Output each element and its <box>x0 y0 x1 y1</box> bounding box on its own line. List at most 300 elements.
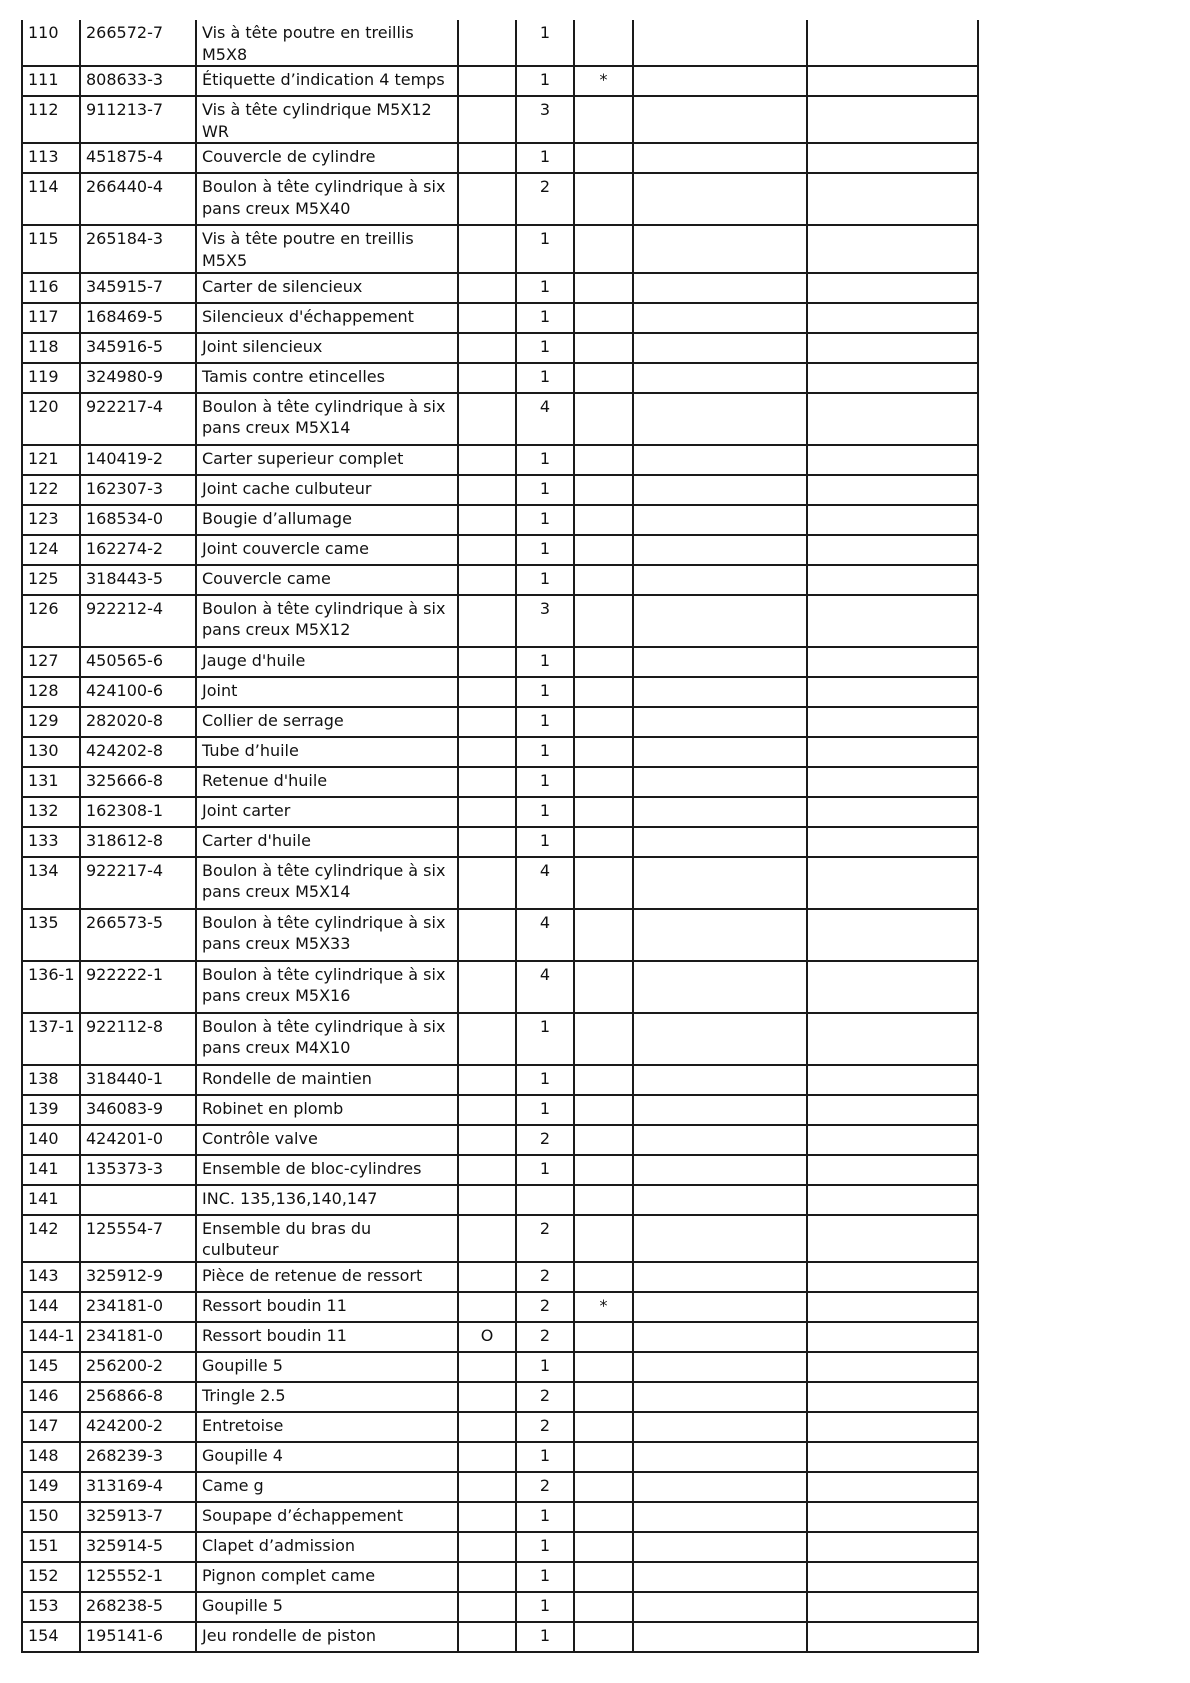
extra-cell-1 <box>633 737 807 767</box>
part-number-cell: 162308-1 <box>80 797 196 827</box>
part-number-cell: 318440-1 <box>80 1065 196 1095</box>
note-cell <box>574 1532 633 1562</box>
extra-cell-2 <box>807 961 978 1013</box>
description-cell: Retenue d'huile <box>196 767 458 797</box>
quantity-cell: 2 <box>516 1215 574 1262</box>
extra-cell-2 <box>807 1352 978 1382</box>
table-row <box>22 173 978 225</box>
mark-cell <box>458 1185 516 1215</box>
mark-cell <box>458 1155 516 1185</box>
note-cell <box>574 961 633 1013</box>
note-cell <box>574 827 633 857</box>
note-cell <box>574 647 633 677</box>
note-cell <box>574 1322 633 1352</box>
description-cell: Tringle 2.5 <box>196 1382 458 1412</box>
description-cell: INC. 135,136,140,147 <box>196 1185 458 1215</box>
ref-number-cell: 150 <box>22 1502 80 1532</box>
mark-cell <box>458 1562 516 1592</box>
mark-cell <box>458 797 516 827</box>
mark-cell <box>458 393 516 445</box>
part-number-cell: 140419-2 <box>80 445 196 475</box>
quantity-cell: 1 <box>516 767 574 797</box>
mark-cell <box>458 1125 516 1155</box>
extra-cell-1 <box>633 1322 807 1352</box>
mark-cell <box>458 909 516 961</box>
note-cell <box>574 677 633 707</box>
quantity-cell: 1 <box>516 1013 574 1065</box>
table-row <box>22 393 978 445</box>
table-row <box>22 909 978 961</box>
quantity-cell: 1 <box>516 1065 574 1095</box>
mark-cell <box>458 475 516 505</box>
description-cell: Carter d'huile <box>196 827 458 857</box>
table-row <box>22 1442 978 1472</box>
quantity-cell: 2 <box>516 1292 574 1322</box>
extra-cell-2 <box>807 1013 978 1065</box>
quantity-cell: 1 <box>516 1592 574 1622</box>
extra-cell-2 <box>807 1412 978 1442</box>
part-number-cell: 268238-5 <box>80 1592 196 1622</box>
extra-cell-2 <box>807 767 978 797</box>
extra-cell-1 <box>633 363 807 393</box>
table-row <box>22 767 978 797</box>
mark-cell <box>458 767 516 797</box>
extra-cell-1 <box>633 827 807 857</box>
extra-cell-2 <box>807 273 978 303</box>
description-cell: Carter de silencieux <box>196 273 458 303</box>
description-cell: Robinet en plomb <box>196 1095 458 1125</box>
part-number-cell: 234181-0 <box>80 1292 196 1322</box>
extra-cell-1 <box>633 1292 807 1322</box>
extra-cell-2 <box>807 173 978 225</box>
table-row <box>22 707 978 737</box>
extra-cell-2 <box>807 565 978 595</box>
description-cell: Boulon à tête cylindrique à six pans creux M5X33 <box>196 909 458 961</box>
quantity-cell: 1 <box>516 1622 574 1652</box>
quantity-cell: 3 <box>516 96 574 143</box>
table-row <box>22 647 978 677</box>
description-cell: Vis à tête cylindrique M5X12 WR <box>196 96 458 143</box>
note-cell <box>574 909 633 961</box>
mark-cell <box>458 333 516 363</box>
part-number-cell: 162307-3 <box>80 475 196 505</box>
ref-number-cell: 128 <box>22 677 80 707</box>
ref-number-cell: 152 <box>22 1562 80 1592</box>
part-number-cell: 318443-5 <box>80 565 196 595</box>
extra-cell-1 <box>633 1382 807 1412</box>
quantity-cell: 1 <box>516 677 574 707</box>
extra-cell-2 <box>807 595 978 647</box>
part-number-cell: 313169-4 <box>80 1472 196 1502</box>
description-cell: Ensemble de bloc-cylindres <box>196 1155 458 1185</box>
part-number-cell: 325914-5 <box>80 1532 196 1562</box>
part-number-cell: 325912-9 <box>80 1262 196 1292</box>
quantity-cell <box>516 1185 574 1215</box>
description-cell: Vis à tête poutre en treillis M5X8 <box>196 20 458 66</box>
extra-cell-1 <box>633 647 807 677</box>
description-cell: Contrôle valve <box>196 1125 458 1155</box>
table-row <box>22 1472 978 1502</box>
mark-cell <box>458 1442 516 1472</box>
table-row <box>22 303 978 333</box>
extra-cell-2 <box>807 1215 978 1262</box>
quantity-cell: 1 <box>516 535 574 565</box>
note-cell <box>574 333 633 363</box>
extra-cell-2 <box>807 1472 978 1502</box>
mark-cell <box>458 225 516 272</box>
table-row <box>22 1125 978 1155</box>
description-cell: Carter superieur complet <box>196 445 458 475</box>
extra-cell-1 <box>633 1622 807 1652</box>
extra-cell-1 <box>633 1215 807 1262</box>
mark-cell <box>458 1532 516 1562</box>
part-number-cell: 424200-2 <box>80 1412 196 1442</box>
extra-cell-2 <box>807 505 978 535</box>
note-cell <box>574 20 633 66</box>
ref-number-cell: 131 <box>22 767 80 797</box>
mark-cell <box>458 1095 516 1125</box>
note-cell <box>574 767 633 797</box>
note-cell <box>574 475 633 505</box>
description-cell: Pignon complet came <box>196 1562 458 1592</box>
table-row <box>22 1292 978 1322</box>
extra-cell-1 <box>633 1442 807 1472</box>
ref-number-cell: 139 <box>22 1095 80 1125</box>
table-row <box>22 1382 978 1412</box>
table-row <box>22 445 978 475</box>
mark-cell <box>458 1592 516 1622</box>
part-number-cell: 922217-4 <box>80 857 196 909</box>
extra-cell-2 <box>807 445 978 475</box>
description-cell: Jeu rondelle de piston <box>196 1622 458 1652</box>
table-row <box>22 737 978 767</box>
mark-cell <box>458 1013 516 1065</box>
extra-cell-1 <box>633 797 807 827</box>
quantity-cell: 1 <box>516 333 574 363</box>
description-cell: Boulon à tête cylindrique à six pans creux M5X16 <box>196 961 458 1013</box>
description-cell: Joint cache culbuteur <box>196 475 458 505</box>
ref-number-cell: 140 <box>22 1125 80 1155</box>
extra-cell-2 <box>807 909 978 961</box>
part-number-cell: 135373-3 <box>80 1155 196 1185</box>
extra-cell-1 <box>633 1262 807 1292</box>
mark-cell <box>458 1262 516 1292</box>
mark-cell <box>458 647 516 677</box>
note-cell <box>574 1442 633 1472</box>
parts-list-page <box>21 20 977 1653</box>
description-cell: Joint <box>196 677 458 707</box>
table-row <box>22 595 978 647</box>
note-cell <box>574 1622 633 1652</box>
note-cell <box>574 1013 633 1065</box>
ref-number-cell: 124 <box>22 535 80 565</box>
table-row <box>22 225 978 272</box>
mark-cell <box>458 707 516 737</box>
quantity-cell: 2 <box>516 1125 574 1155</box>
ref-number-cell: 147 <box>22 1412 80 1442</box>
note-cell <box>574 505 633 535</box>
part-number-cell: 346083-9 <box>80 1095 196 1125</box>
note-cell: * <box>574 66 633 96</box>
description-cell: Boulon à tête cylindrique à six pans creux M5X12 <box>196 595 458 647</box>
description-cell: Collier de serrage <box>196 707 458 737</box>
table-row <box>22 143 978 173</box>
part-number-cell: 125552-1 <box>80 1562 196 1592</box>
ref-number-cell: 123 <box>22 505 80 535</box>
description-cell: Vis à tête poutre en treillis M5X5 <box>196 225 458 272</box>
ref-number-cell: 133 <box>22 827 80 857</box>
ref-number-cell: 145 <box>22 1352 80 1382</box>
note-cell <box>574 143 633 173</box>
extra-cell-2 <box>807 1532 978 1562</box>
extra-cell-2 <box>807 1185 978 1215</box>
table-row <box>22 96 978 143</box>
extra-cell-1 <box>633 1155 807 1185</box>
description-cell: Joint couvercle came <box>196 535 458 565</box>
quantity-cell: 1 <box>516 707 574 737</box>
note-cell <box>574 595 633 647</box>
quantity-cell: 1 <box>516 737 574 767</box>
mark-cell: O <box>458 1322 516 1352</box>
note-cell <box>574 1262 633 1292</box>
mark-cell <box>458 565 516 595</box>
extra-cell-2 <box>807 1442 978 1472</box>
extra-cell-1 <box>633 1352 807 1382</box>
ref-number-cell: 121 <box>22 445 80 475</box>
extra-cell-1 <box>633 1592 807 1622</box>
extra-cell-1 <box>633 273 807 303</box>
part-number-cell: 268239-3 <box>80 1442 196 1472</box>
table-row <box>22 1262 978 1292</box>
extra-cell-1 <box>633 173 807 225</box>
part-number-cell: 922112-8 <box>80 1013 196 1065</box>
extra-cell-2 <box>807 303 978 333</box>
quantity-cell: 1 <box>516 827 574 857</box>
extra-cell-2 <box>807 20 978 66</box>
description-cell: Joint carter <box>196 797 458 827</box>
description-cell: Silencieux d'échappement <box>196 303 458 333</box>
ref-number-cell: 154 <box>22 1622 80 1652</box>
description-cell: Clapet d’admission <box>196 1532 458 1562</box>
extra-cell-2 <box>807 66 978 96</box>
mark-cell <box>458 20 516 66</box>
extra-cell-1 <box>633 225 807 272</box>
mark-cell <box>458 273 516 303</box>
part-number-cell: 450565-6 <box>80 647 196 677</box>
extra-cell-1 <box>633 1013 807 1065</box>
part-number-cell: 195141-6 <box>80 1622 196 1652</box>
part-number-cell: 922222-1 <box>80 961 196 1013</box>
table-row <box>22 535 978 565</box>
quantity-cell: 1 <box>516 1502 574 1532</box>
table-row <box>22 1095 978 1125</box>
quantity-cell: 1 <box>516 797 574 827</box>
extra-cell-1 <box>633 1472 807 1502</box>
description-cell: Soupape d’échappement <box>196 1502 458 1532</box>
mark-cell <box>458 1292 516 1322</box>
quantity-cell: 1 <box>516 647 574 677</box>
extra-cell-2 <box>807 797 978 827</box>
note-cell <box>574 1472 633 1502</box>
extra-cell-2 <box>807 1095 978 1125</box>
note-cell <box>574 1562 633 1592</box>
mark-cell <box>458 857 516 909</box>
mark-cell <box>458 1472 516 1502</box>
ref-number-cell: 110 <box>22 20 80 66</box>
note-cell <box>574 445 633 475</box>
quantity-cell: 2 <box>516 1472 574 1502</box>
quantity-cell: 2 <box>516 1262 574 1292</box>
note-cell <box>574 1125 633 1155</box>
extra-cell-2 <box>807 1502 978 1532</box>
note-cell <box>574 225 633 272</box>
table-row <box>22 66 978 96</box>
note-cell <box>574 1352 633 1382</box>
extra-cell-2 <box>807 1562 978 1592</box>
extra-cell-1 <box>633 505 807 535</box>
ref-number-cell: 142 <box>22 1215 80 1262</box>
extra-cell-2 <box>807 1262 978 1292</box>
part-number-cell: 451875-4 <box>80 143 196 173</box>
mark-cell <box>458 173 516 225</box>
ref-number-cell: 148 <box>22 1442 80 1472</box>
table-row <box>22 961 978 1013</box>
description-cell: Tube d’huile <box>196 737 458 767</box>
extra-cell-1 <box>633 96 807 143</box>
extra-cell-1 <box>633 66 807 96</box>
extra-cell-2 <box>807 827 978 857</box>
quantity-cell: 4 <box>516 393 574 445</box>
extra-cell-1 <box>633 1502 807 1532</box>
part-number-cell: 282020-8 <box>80 707 196 737</box>
quantity-cell: 1 <box>516 1442 574 1472</box>
ref-number-cell: 120 <box>22 393 80 445</box>
extra-cell-1 <box>633 565 807 595</box>
note-cell <box>574 1412 633 1442</box>
quantity-cell: 1 <box>516 143 574 173</box>
table-row <box>22 1622 978 1652</box>
extra-cell-1 <box>633 595 807 647</box>
part-number-cell: 234181-0 <box>80 1322 196 1352</box>
part-number-cell: 325913-7 <box>80 1502 196 1532</box>
part-number-cell: 265184-3 <box>80 225 196 272</box>
description-cell: Boulon à tête cylindrique à six pans creux M5X14 <box>196 857 458 909</box>
note-cell <box>574 173 633 225</box>
description-cell: Ensemble du bras du culbuteur <box>196 1215 458 1262</box>
ref-number-cell: 127 <box>22 647 80 677</box>
quantity-cell: 1 <box>516 1532 574 1562</box>
part-number-cell: 922217-4 <box>80 393 196 445</box>
description-cell: Pièce de retenue de ressort <box>196 1262 458 1292</box>
ref-number-cell: 153 <box>22 1592 80 1622</box>
part-number-cell: 922212-4 <box>80 595 196 647</box>
ref-number-cell: 129 <box>22 707 80 737</box>
part-number-cell: 345915-7 <box>80 273 196 303</box>
extra-cell-2 <box>807 1592 978 1622</box>
extra-cell-1 <box>633 1065 807 1095</box>
ref-number-cell: 151 <box>22 1532 80 1562</box>
quantity-cell: 1 <box>516 1562 574 1592</box>
extra-cell-2 <box>807 333 978 363</box>
mark-cell <box>458 66 516 96</box>
table-row <box>22 20 978 66</box>
extra-cell-1 <box>633 1562 807 1592</box>
extra-cell-2 <box>807 1155 978 1185</box>
quantity-cell: 1 <box>516 1155 574 1185</box>
note-cell <box>574 565 633 595</box>
part-number-cell: 424100-6 <box>80 677 196 707</box>
table-row <box>22 1065 978 1095</box>
table-row <box>22 363 978 393</box>
note-cell <box>574 797 633 827</box>
description-cell: Rondelle de maintien <box>196 1065 458 1095</box>
note-cell <box>574 1215 633 1262</box>
ref-number-cell: 111 <box>22 66 80 96</box>
description-cell: Goupille 5 <box>196 1352 458 1382</box>
extra-cell-2 <box>807 737 978 767</box>
ref-number-cell: 141 <box>22 1185 80 1215</box>
extra-cell-1 <box>633 475 807 505</box>
ref-number-cell: 146 <box>22 1382 80 1412</box>
ref-number-cell: 119 <box>22 363 80 393</box>
extra-cell-2 <box>807 1292 978 1322</box>
ref-number-cell: 137-1 <box>22 1013 80 1065</box>
quantity-cell: 1 <box>516 1095 574 1125</box>
extra-cell-1 <box>633 445 807 475</box>
ref-number-cell: 118 <box>22 333 80 363</box>
ref-number-cell: 122 <box>22 475 80 505</box>
extra-cell-1 <box>633 143 807 173</box>
table-row <box>22 1502 978 1532</box>
table-row <box>22 1215 978 1262</box>
mark-cell <box>458 827 516 857</box>
ref-number-cell: 134 <box>22 857 80 909</box>
mark-cell <box>458 737 516 767</box>
part-number-cell: 168534-0 <box>80 505 196 535</box>
mark-cell <box>458 505 516 535</box>
quantity-cell: 4 <box>516 857 574 909</box>
description-cell: Boulon à tête cylindrique à six pans creux M4X10 <box>196 1013 458 1065</box>
extra-cell-1 <box>633 1125 807 1155</box>
note-cell <box>574 1065 633 1095</box>
table-row <box>22 827 978 857</box>
description-cell: Boulon à tête cylindrique à six pans creux M5X40 <box>196 173 458 225</box>
extra-cell-1 <box>633 1095 807 1125</box>
ref-number-cell: 143 <box>22 1262 80 1292</box>
mark-cell <box>458 96 516 143</box>
note-cell <box>574 535 633 565</box>
table-row <box>22 505 978 535</box>
quantity-cell: 2 <box>516 1382 574 1412</box>
extra-cell-1 <box>633 677 807 707</box>
description-cell: Ressort boudin 11 <box>196 1322 458 1352</box>
quantity-cell: 1 <box>516 505 574 535</box>
note-cell <box>574 857 633 909</box>
note-cell <box>574 303 633 333</box>
extra-cell-2 <box>807 225 978 272</box>
mark-cell <box>458 677 516 707</box>
extra-cell-2 <box>807 96 978 143</box>
table-row <box>22 797 978 827</box>
extra-cell-1 <box>633 535 807 565</box>
part-number-cell: 424202-8 <box>80 737 196 767</box>
extra-cell-1 <box>633 961 807 1013</box>
quantity-cell: 4 <box>516 961 574 1013</box>
quantity-cell: 1 <box>516 1352 574 1382</box>
parts-table <box>21 20 979 1653</box>
quantity-cell: 1 <box>516 66 574 96</box>
note-cell <box>574 737 633 767</box>
